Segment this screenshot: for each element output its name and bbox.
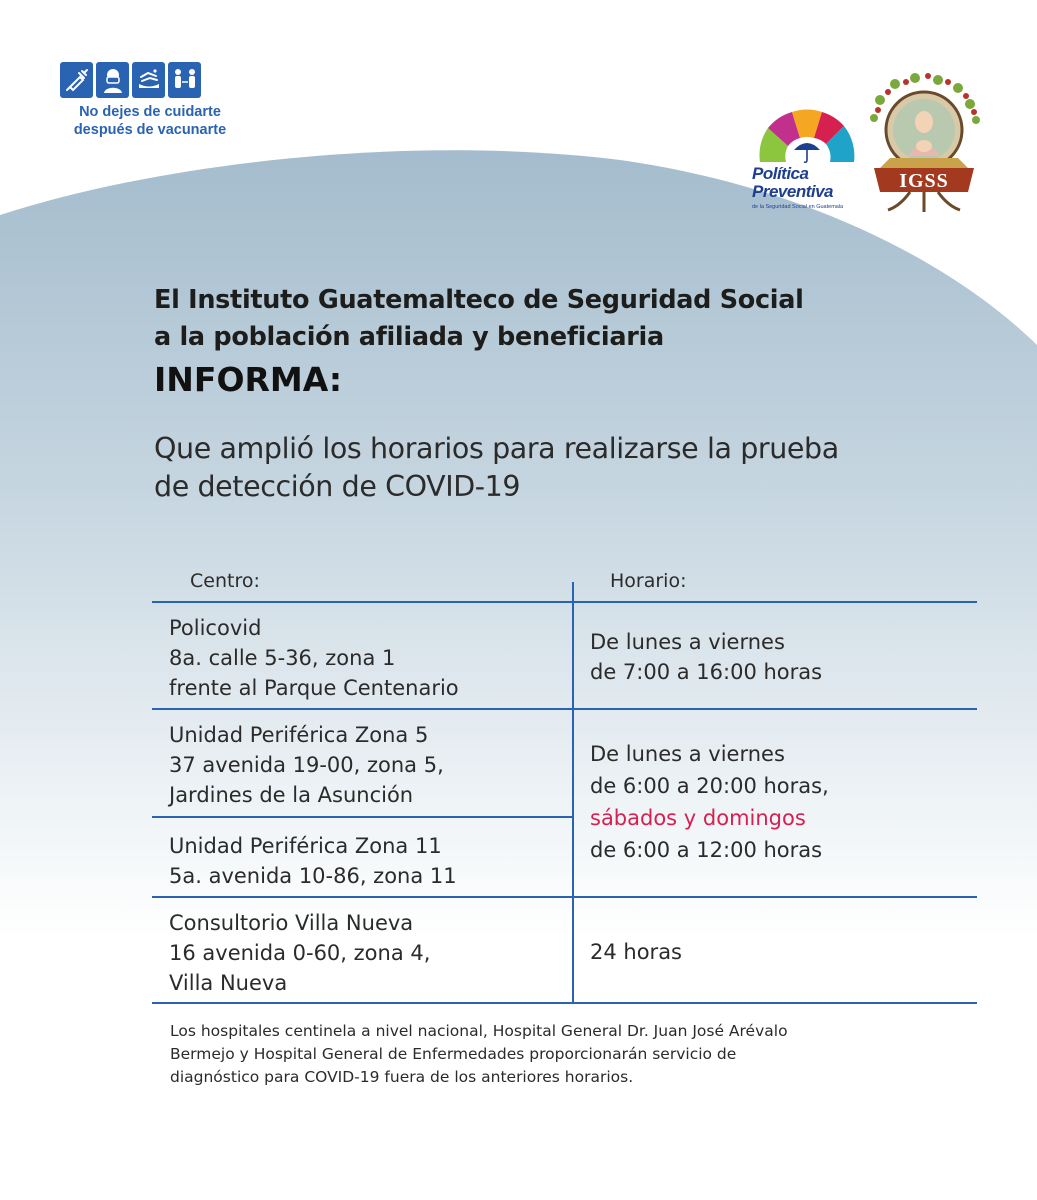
centro-address: 5a. avenida 10-86, zona 11: [169, 864, 457, 888]
intro-line-2: de detección de COVID-19: [154, 470, 521, 503]
centro-address: 37 avenida 19-00, zona 5,: [169, 753, 444, 777]
centro-reference: Jardines de la Asunción: [169, 783, 414, 807]
horario-weekend-hours: de 6:00 a 12:00 horas: [590, 838, 823, 862]
politica-title-line2: Preventiva: [752, 182, 833, 201]
table-row-zona11-centro: [169, 831, 457, 891]
politica-subtitle: de la Seguridad Social en Guatemala: [752, 204, 844, 210]
table-row-villanueva-centro: [169, 908, 430, 998]
table-merged-horario: [590, 738, 829, 866]
headline-line-1: El Instituto Guatemalteco de Seguridad Social: [154, 285, 804, 315]
centro-reference: Villa Nueva: [169, 971, 288, 995]
horario-hours: 24 horas: [590, 940, 682, 964]
badge-line-2: después de vacunarte: [73, 122, 227, 138]
centro-address: 16 avenida 0-60, zona 4,: [169, 941, 431, 965]
schedule-table: [152, 560, 977, 1005]
igss-logo: [860, 70, 988, 215]
headline-block: [154, 282, 994, 401]
intro-line-1: Que amplió los horarios para realizarse la prueba: [154, 432, 839, 465]
centro-name: Policovid: [169, 616, 262, 640]
care-reminder-badge: [60, 62, 250, 139]
table-rule-row3: [152, 896, 977, 898]
horario-days: De lunes a viernes: [590, 630, 785, 654]
column-header-horario: Horario:: [610, 570, 687, 592]
badge-line-1: No dejes de cuidarte: [79, 104, 221, 120]
table-rule-header: [152, 601, 977, 603]
table-row-policovid-centro: [169, 613, 459, 703]
centro-name: Unidad Periférica Zona 5: [169, 723, 429, 747]
informa-title: INFORMA:: [154, 360, 343, 399]
headline-line-2: a la población afiliada y beneficiaria: [154, 322, 664, 352]
face-mask-icon: [96, 62, 129, 98]
column-header-centro: Centro:: [190, 570, 260, 592]
horario-hours: de 7:00 a 16:00 horas: [590, 660, 823, 684]
horario-days: De lunes a viernes: [590, 742, 785, 766]
rainbow-umbrella-icon: [748, 98, 866, 168]
igss-tree-emblem: [860, 70, 988, 215]
table-row-policovid-horario: [590, 627, 822, 687]
footnote: [170, 1020, 930, 1089]
footnote-line-1: Los hospitales centinela a nivel nacional, Hospital General Dr. Juan José Arévalo: [170, 1022, 788, 1040]
table-row-zona5-centro: [169, 720, 444, 810]
centro-address: 8a. calle 5-36, zona 1: [169, 646, 396, 670]
horario-weekend-highlight: sábados y domingos: [590, 806, 806, 830]
social-distance-icon: [168, 62, 201, 98]
hand-washing-icon: [132, 62, 165, 98]
table-rule-row1: [152, 708, 977, 710]
horario-hours: de 6:00 a 20:00 horas,: [590, 774, 829, 798]
footnote-line-3: diagnóstico para COVID-19 fuera de los anteriores horarios.: [170, 1068, 634, 1086]
table-row-villanueva-horario: [590, 937, 682, 967]
care-icons-row: [60, 62, 250, 98]
column-divider: [572, 582, 574, 1003]
table-rule-row2-left: [152, 816, 572, 818]
politica-title-line1: Política: [752, 164, 809, 183]
vaccine-syringe-icon: [60, 62, 93, 98]
intro-block: [154, 430, 1004, 506]
footnote-line-2: Bermejo y Hospital General de Enfermedades proporcionarán servicio de: [170, 1045, 737, 1063]
table-rule-bottom: [152, 1002, 977, 1004]
centro-reference: frente al Parque Centenario: [169, 676, 459, 700]
politica-preventiva-logo: [748, 98, 866, 220]
centro-name: Consultorio Villa Nueva: [169, 911, 414, 935]
igss-wordmark: IGSS: [899, 170, 949, 192]
centro-name: Unidad Periférica Zona 11: [169, 834, 442, 858]
